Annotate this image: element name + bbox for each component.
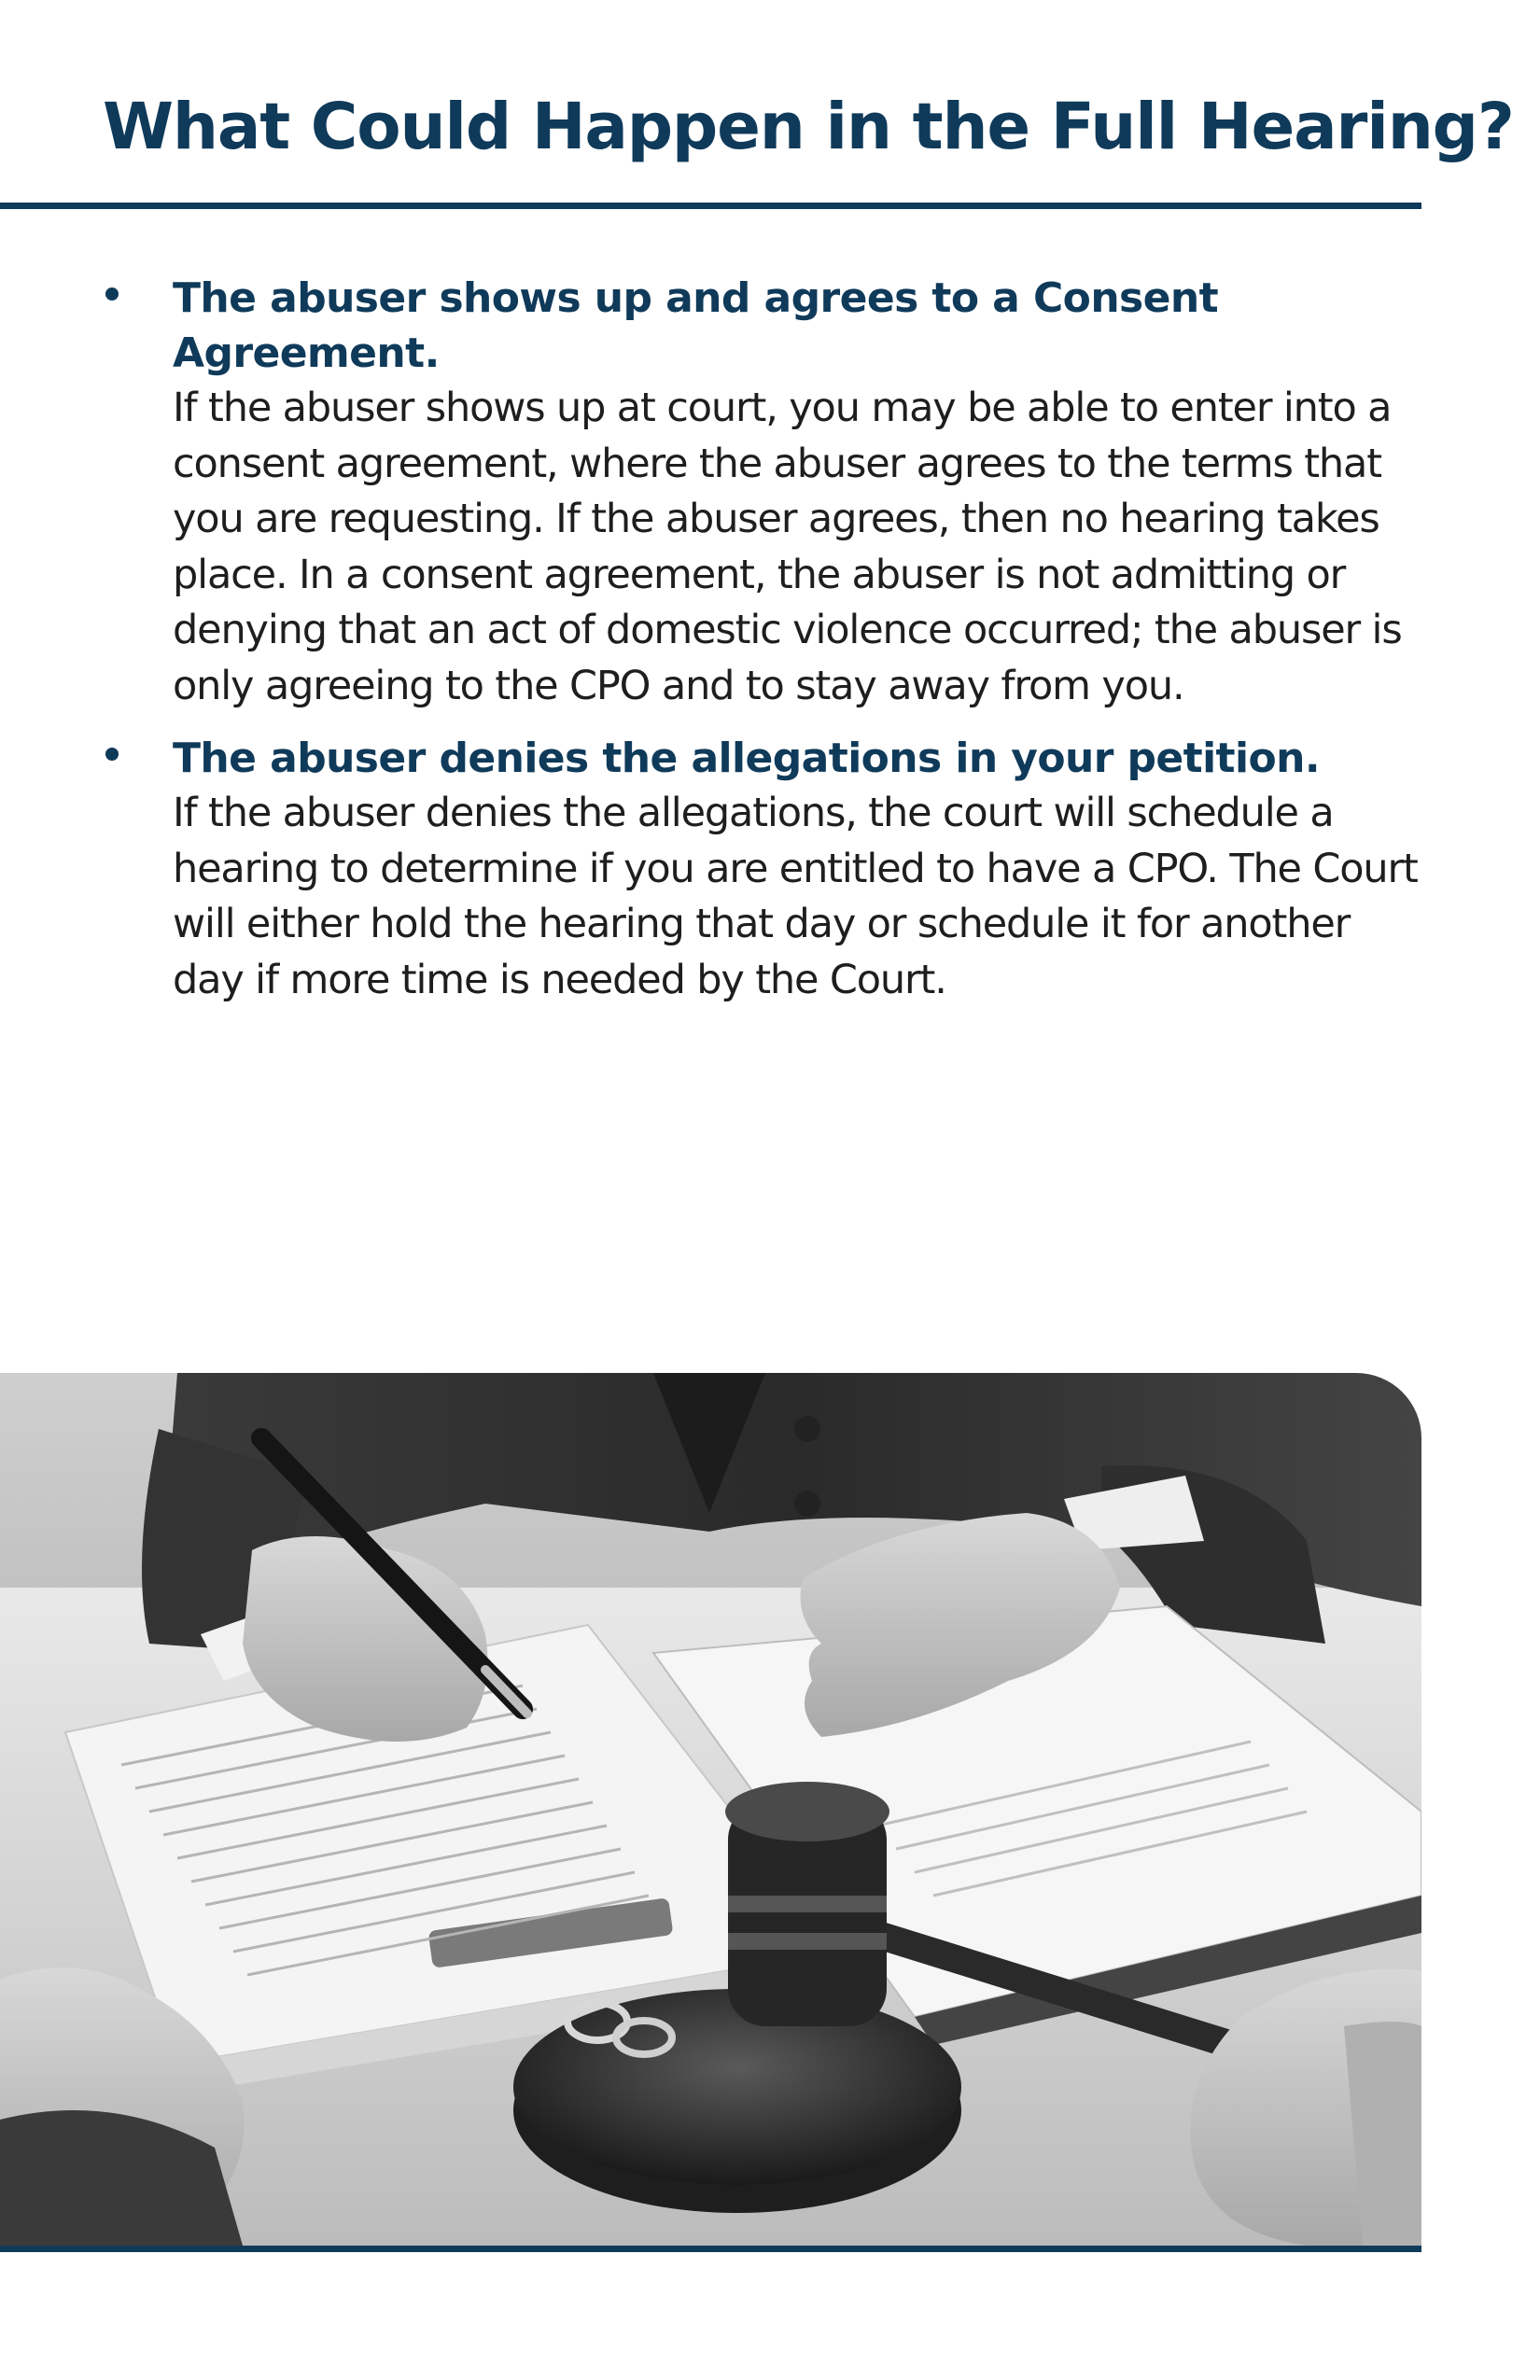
page-title: What Could Happen in the Full Hearing?	[103, 90, 1514, 164]
suit-button	[794, 1491, 820, 1517]
gavel-head-top	[725, 1782, 889, 1841]
photo-divider	[0, 2246, 1421, 2252]
bullet-dot-icon	[105, 748, 119, 761]
bullet-item-denies-allegations	[0, 731, 1423, 1008]
bullet-body: If the abuser denies the allegations, the court will schedule a hearing to determine if you are entitled to have a CPO. The Court will either hold the hearing that day or schedule it for another day if more time is needed by the Court.	[173, 790, 1418, 1003]
bullet-dot-icon	[105, 287, 119, 301]
bullet-list	[0, 271, 1540, 1008]
court-signing-photo	[0, 1373, 1421, 2246]
bullet-item-consent-agreement	[0, 271, 1423, 714]
bullet-heading: The abuser denies the allegations in your petition.	[173, 735, 1320, 782]
gavel-band	[728, 1896, 887, 1912]
sound-block-top	[513, 1989, 961, 2185]
bullet-body: If the abuser shows up at court, you may be able to enter into a consent agreement, where the abuser agrees to the terms that you are requesting. If the abuser agrees, then no hearing takes place. In a consent agreement, the abuser is not admitting or denying that an act of domestic violence occurred; the abuser is only agreeing to the CPO and to stay away from you.	[173, 385, 1402, 709]
title-divider	[0, 203, 1421, 209]
gavel-band	[728, 1933, 887, 1950]
suit-button	[794, 1416, 820, 1442]
bullet-heading: The abuser shows up and agrees to a Consent Agreement.	[173, 274, 1219, 377]
